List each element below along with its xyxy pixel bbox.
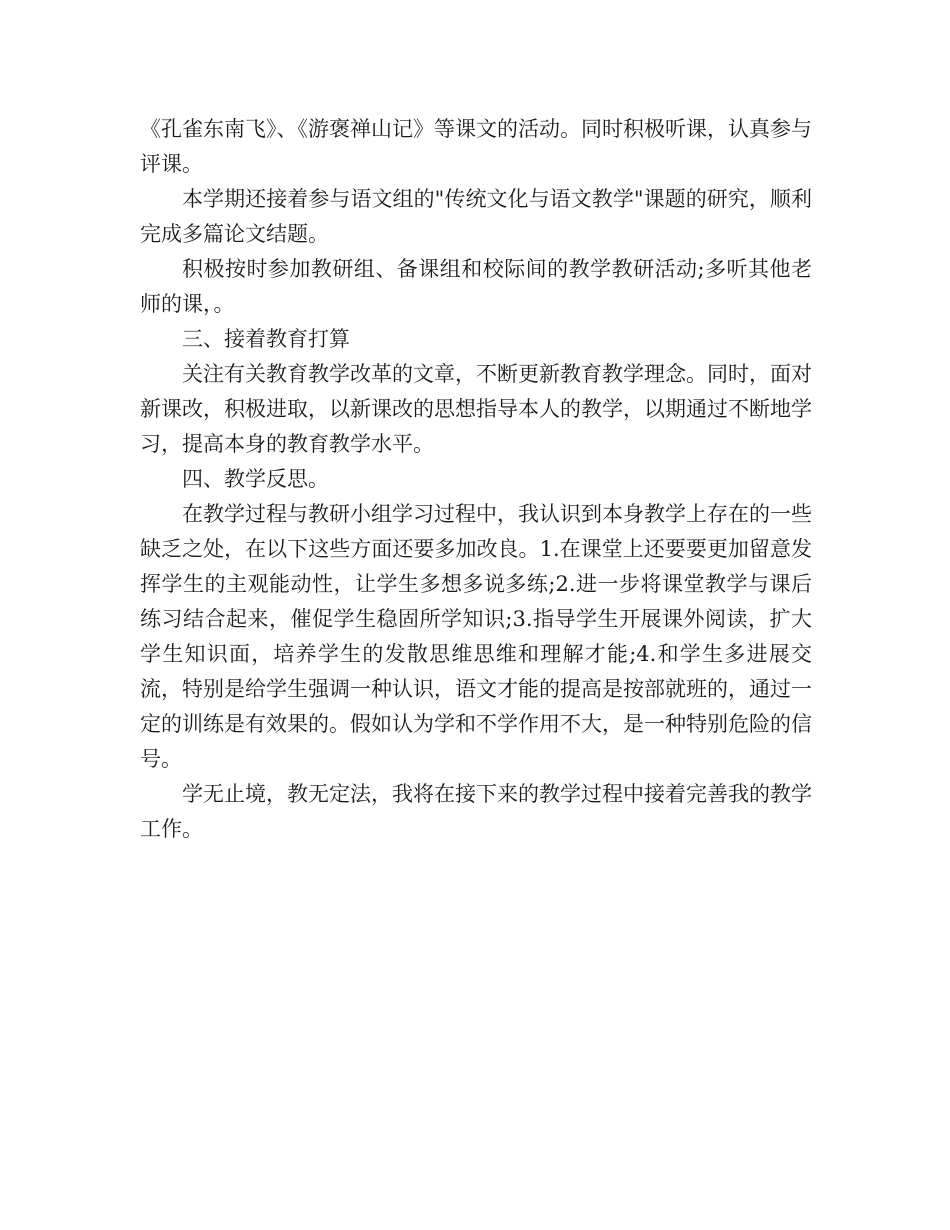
paragraph-plan: 关注有关教育教学改革的文章，不断更新教育教学理念。同时，面对新课改，积极进取，以新课改的思想指导本人的教学，以期通过不断地学习，提高本身的教育教学水平。 [140,362,812,456]
paragraph-activities: 积极按时参加教研组、备课组和校际间的教学教研活动;多听其他老师的课，。 [140,257,812,316]
paragraph-research: 本学期还接着参与语文组的"传统文化与语文教学"课题的研究，顺利完成多篇论文结题。 [140,187,812,246]
document-body [140,112,812,847]
section-heading-plan: 三、接着教育打算 [182,327,350,351]
section-heading-reflection: 四、教学反思。 [182,467,329,491]
paragraph-conclusion: 学无止境，教无定法，我将在接下来的教学过程中接着完善我的教学工作。 [140,782,812,841]
paragraph-reflection: 在教学过程与教研小组学习过程中，我认识到本身教学上存在的一些缺乏之处，在以下这些方面还要多加改良。1.在课堂上还要要更加留意发挥学生的主观能动性，让学生多想多说多练;2.进一步将课堂教学与课后练习结合起来，催促学生稳固所学知识;3.指导学生开展课外阅读，扩大学生知识面，培养学生的发散思维思维和理解才能;4.和学生多进展交流，特别是给学生强调一种认识，语文才能的提高是按部就班的，通过一定的训练是有效果的。假如认为学和不学作用不大，是一种特别危险的信号。 [140,502,812,771]
paragraph-continuation: 《孔雀东南飞》、《游褒禅山记》等课文的活动。同时积极听课，认真参与评课。 [140,117,812,176]
